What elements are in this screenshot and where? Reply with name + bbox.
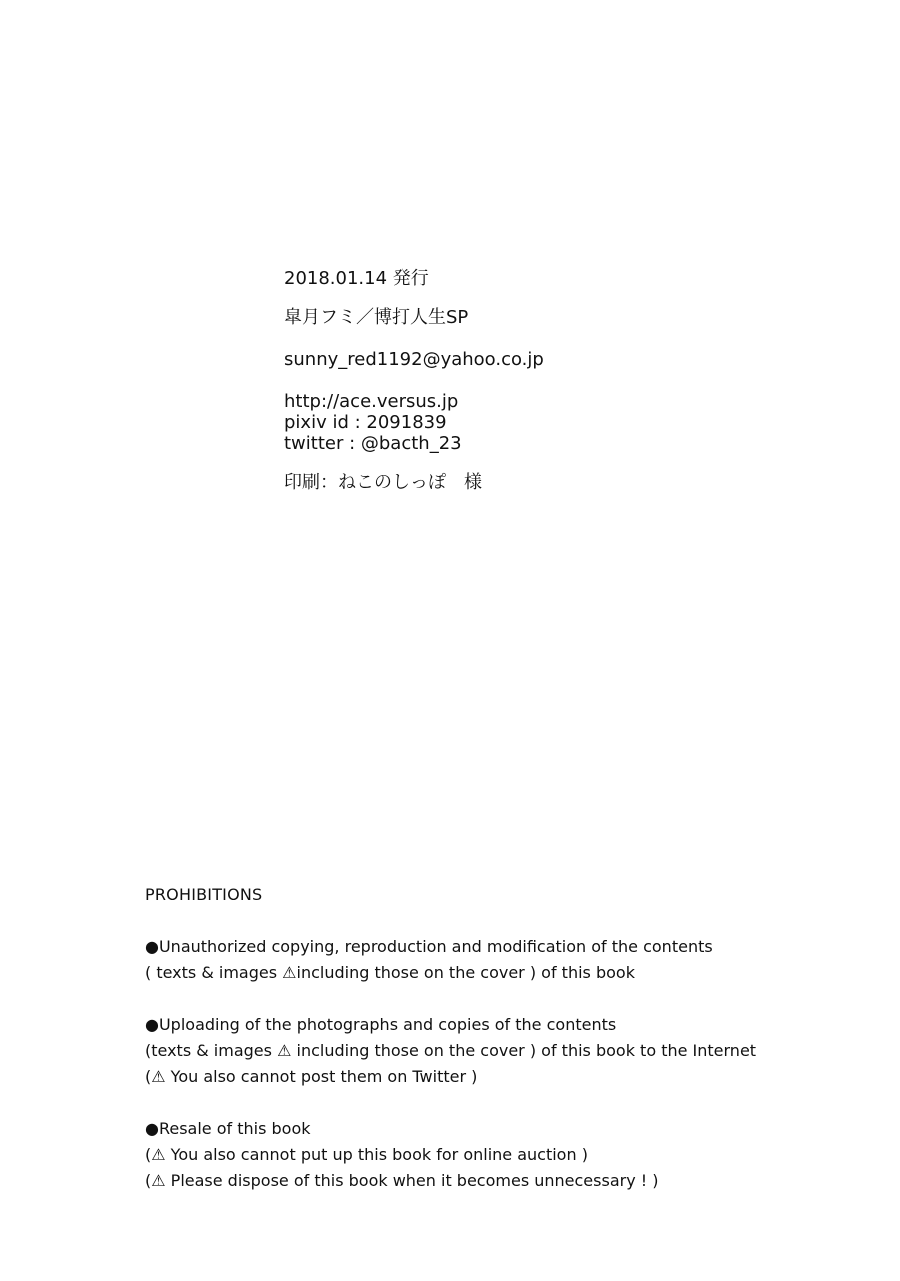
prohibition-item xyxy=(145,1116,885,1194)
prohibition-line: (⚠ You also cannot put up this book for online auction ) xyxy=(145,1145,588,1164)
prohibitions-heading: PROHIBITIONS xyxy=(145,885,263,904)
prohibition-item xyxy=(145,1012,885,1090)
prohibition-line: ●Uploading of the photographs and copies of the contents xyxy=(145,1015,617,1034)
publication-date: 2018.01.14 発行 xyxy=(284,268,429,289)
website-url: http://ace.versus.jp xyxy=(284,391,459,412)
prohibition-line: ●Unauthorized copying, reproduction and modification of the contents xyxy=(145,937,713,956)
contact-email: sunny_red1192@yahoo.co.jp xyxy=(284,349,544,370)
printer-credit: 印刷：ねこのしっぽ 様 xyxy=(284,472,482,493)
prohibition-line: (⚠ You also cannot post them on Twitter ) xyxy=(145,1067,478,1086)
prohibition-line: (texts & images ⚠ including those on the cover ) of this book to the Internet xyxy=(145,1041,757,1060)
prohibitions-section xyxy=(145,884,885,1220)
author-circle: 皐月フミ／博打人生SP xyxy=(284,307,469,328)
prohibition-line: ●Resale of this book xyxy=(145,1119,311,1138)
prohibition-line: ( texts & images ⚠including those on the cover ) of this book xyxy=(145,963,635,982)
colophon xyxy=(284,268,804,493)
prohibition-line: (⚠ Please dispose of this book when it becomes unnecessary ! ) xyxy=(145,1171,659,1190)
prohibition-item xyxy=(145,934,885,986)
twitter-handle: twitter : @bacth_23 xyxy=(284,433,462,454)
pixiv-id: pixiv id : 2091839 xyxy=(284,412,447,433)
